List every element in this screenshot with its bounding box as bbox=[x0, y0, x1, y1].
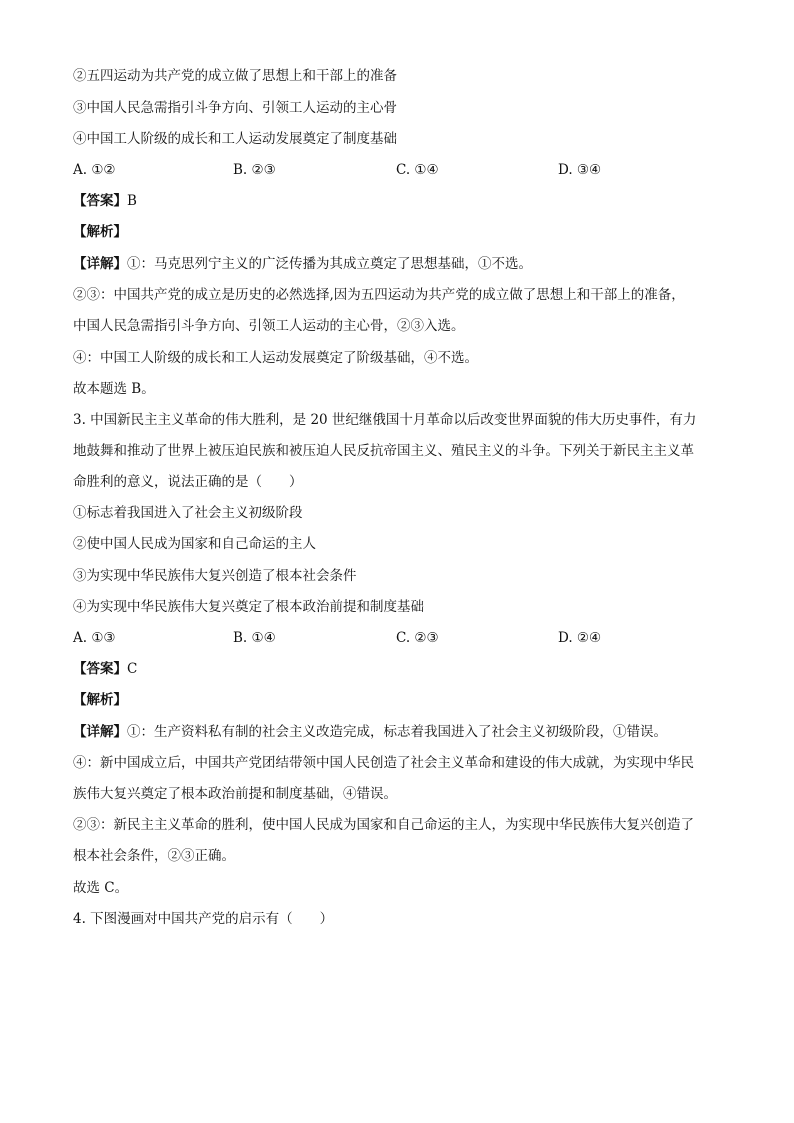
detail-text: ①：马克思列宁主义的广泛传播为其成立奠定了思想基础，①不选。 bbox=[127, 256, 532, 272]
answer-value: C bbox=[127, 661, 138, 677]
q3-answer bbox=[73, 660, 137, 678]
q3-option-c: C. ②③ bbox=[396, 630, 439, 646]
q3-statement-1: ①标志着我国进入了社会主义初级阶段 bbox=[73, 505, 303, 521]
q3-option-a: A. ①③ bbox=[73, 630, 116, 646]
q2-conclusion: 故本题选 B。 bbox=[73, 381, 155, 397]
detail-text: ①：生产资料私有制的社会主义改造完成，标志着我国进入了社会主义初级阶段，①错误。 bbox=[127, 724, 667, 740]
q3-option-b: B. ①④ bbox=[233, 630, 276, 646]
q3-option-d: D. ②④ bbox=[558, 630, 602, 646]
detail-label: 【详解】 bbox=[73, 256, 127, 272]
answer-label: 【答案】 bbox=[73, 193, 127, 209]
q3-detail-1 bbox=[73, 723, 667, 741]
q3-options bbox=[73, 629, 733, 647]
q3-stem-1: 3. 中国新民主主义革命的伟大胜利，是 20 世纪继俄国十月革命以后改变世界面貌的伟大历史事件，有力 bbox=[73, 412, 697, 428]
q3-detail-2b: 族伟大复兴奠定了根本政治前提和制度基础，④错误。 bbox=[73, 786, 397, 802]
q3-stem-3: 命胜利的意义，说法正确的是（ ） bbox=[73, 474, 303, 490]
q3-stem-2: 地鼓舞和推动了世界上被压迫民族和被压迫人民反抗帝国主义、殖民主义的斗争。下列关于新民主主义革 bbox=[73, 443, 694, 459]
q2-option-d: D. ③④ bbox=[558, 162, 602, 178]
q2-analysis-label: 【解析】 bbox=[73, 224, 127, 240]
q3-detail-2a: ④：新中国成立后，中国共产党团结带领中国人民创造了社会主义革命和建设的伟大成就，为实现中华民 bbox=[73, 755, 694, 771]
q2-option-a: A. ①② bbox=[73, 162, 116, 178]
q3-statement-3: ③为实现中华民族伟大复兴创造了根本社会条件 bbox=[73, 568, 357, 584]
q4-stem: 4. 下图漫画对中国共产党的启示有（ ） bbox=[73, 911, 334, 927]
answer-value: B bbox=[127, 193, 137, 209]
q3-statement-2: ②使中国人民成为国家和自己命运的主人 bbox=[73, 536, 316, 552]
q2-detail-1 bbox=[73, 255, 532, 273]
q3-statement-4: ④为实现中华民族伟大复兴奠定了根本政治前提和制度基础 bbox=[73, 599, 424, 615]
q2-answer bbox=[73, 192, 137, 210]
q3-conclusion: 故选 C。 bbox=[73, 880, 129, 896]
q3-detail-3a: ②③：新民主主义革命的胜利，使中国人民成为国家和自己命运的主人，为实现中华民族伟大复兴创造了 bbox=[73, 817, 694, 833]
q2-statement-2: ②五四运动为共产党的成立做了思想上和干部上的准备 bbox=[73, 68, 397, 84]
q2-option-b: B. ②③ bbox=[233, 162, 276, 178]
q2-option-c: C. ①④ bbox=[396, 162, 439, 178]
q2-detail-3: ④：中国工人阶级的成长和工人运动发展奠定了阶级基础，④不选。 bbox=[73, 350, 478, 366]
answer-label: 【答案】 bbox=[73, 661, 127, 677]
detail-label: 【详解】 bbox=[73, 724, 127, 740]
q2-options bbox=[73, 161, 733, 179]
q3-analysis-label: 【解析】 bbox=[73, 692, 127, 708]
q2-statement-3: ③中国人民急需指引斗争方向、引领工人运动的主心骨 bbox=[73, 100, 397, 116]
q3-detail-3b: 根本社会条件，②③正确。 bbox=[73, 848, 235, 864]
q2-detail-2b: 中国人民急需指引斗争方向、引领工人运动的主心骨，②③入选。 bbox=[73, 318, 465, 334]
q2-statement-4: ④中国工人阶级的成长和工人运动发展奠定了制度基础 bbox=[73, 131, 397, 147]
q2-detail-2a: ②③：中国共产党的成立是历史的必然选择,因为五四运动为共产党的成立做了思想上和干部上的准备， bbox=[73, 287, 685, 303]
